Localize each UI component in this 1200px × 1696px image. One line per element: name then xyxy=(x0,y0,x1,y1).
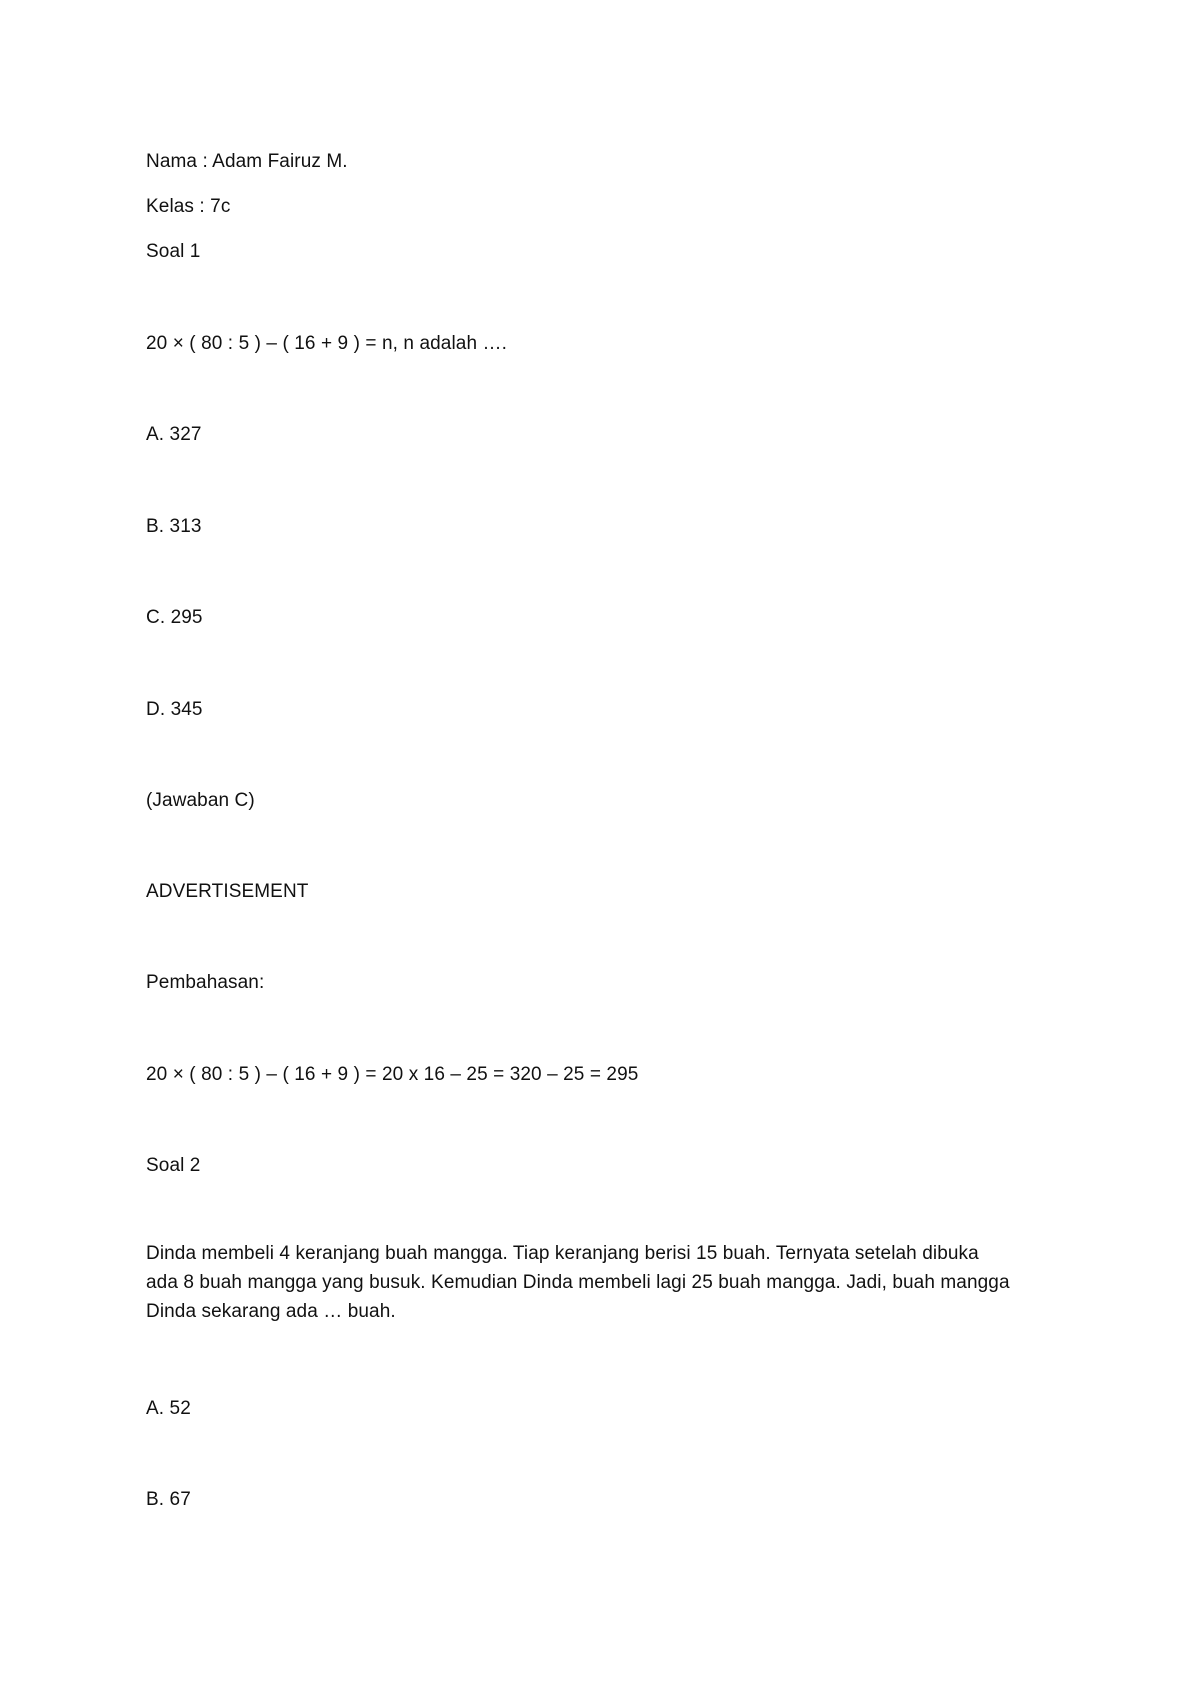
soal-1-title: Soal 1 xyxy=(146,241,201,262)
soal-2-option-b: B. 67 xyxy=(146,1489,191,1510)
advertisement-label: ADVERTISEMENT xyxy=(146,881,309,902)
soal-1-question: 20 × ( 80 : 5 ) – ( 16 + 9 ) = n, n adalah …. xyxy=(146,333,507,354)
soal-2-question-line: Dinda sekarang ada … buah. xyxy=(146,1301,396,1322)
soal-2-option-a: A. 52 xyxy=(146,1398,191,1419)
soal-1-answer: (Jawaban C) xyxy=(146,790,255,811)
soal-1-option-b: B. 313 xyxy=(146,516,202,537)
soal-1-option-c: C. 295 xyxy=(146,607,203,628)
soal-2-title: Soal 2 xyxy=(146,1155,201,1176)
explanation-label: Pembahasan: xyxy=(146,972,265,993)
explanation-text: 20 × ( 80 : 5 ) – ( 16 + 9 ) = 20 x 16 – 25 = 320 – 25 = 295 xyxy=(146,1064,639,1085)
soal-1-option-d: D. 345 xyxy=(146,699,203,720)
student-name: Nama : Adam Fairuz M. xyxy=(146,151,348,172)
soal-1-option-a: A. 327 xyxy=(146,424,202,445)
soal-2-question-line: ada 8 buah mangga yang busuk. Kemudian Dinda membeli lagi 25 buah mangga. Jadi, buah mangga xyxy=(146,1272,1010,1293)
soal-2-question-line: Dinda membeli 4 keranjang buah mangga. Tiap keranjang berisi 15 buah. Ternyata setelah dibuka xyxy=(146,1243,979,1264)
student-class: Kelas : 7c xyxy=(146,196,231,217)
soal-2-question xyxy=(146,1239,1066,1326)
